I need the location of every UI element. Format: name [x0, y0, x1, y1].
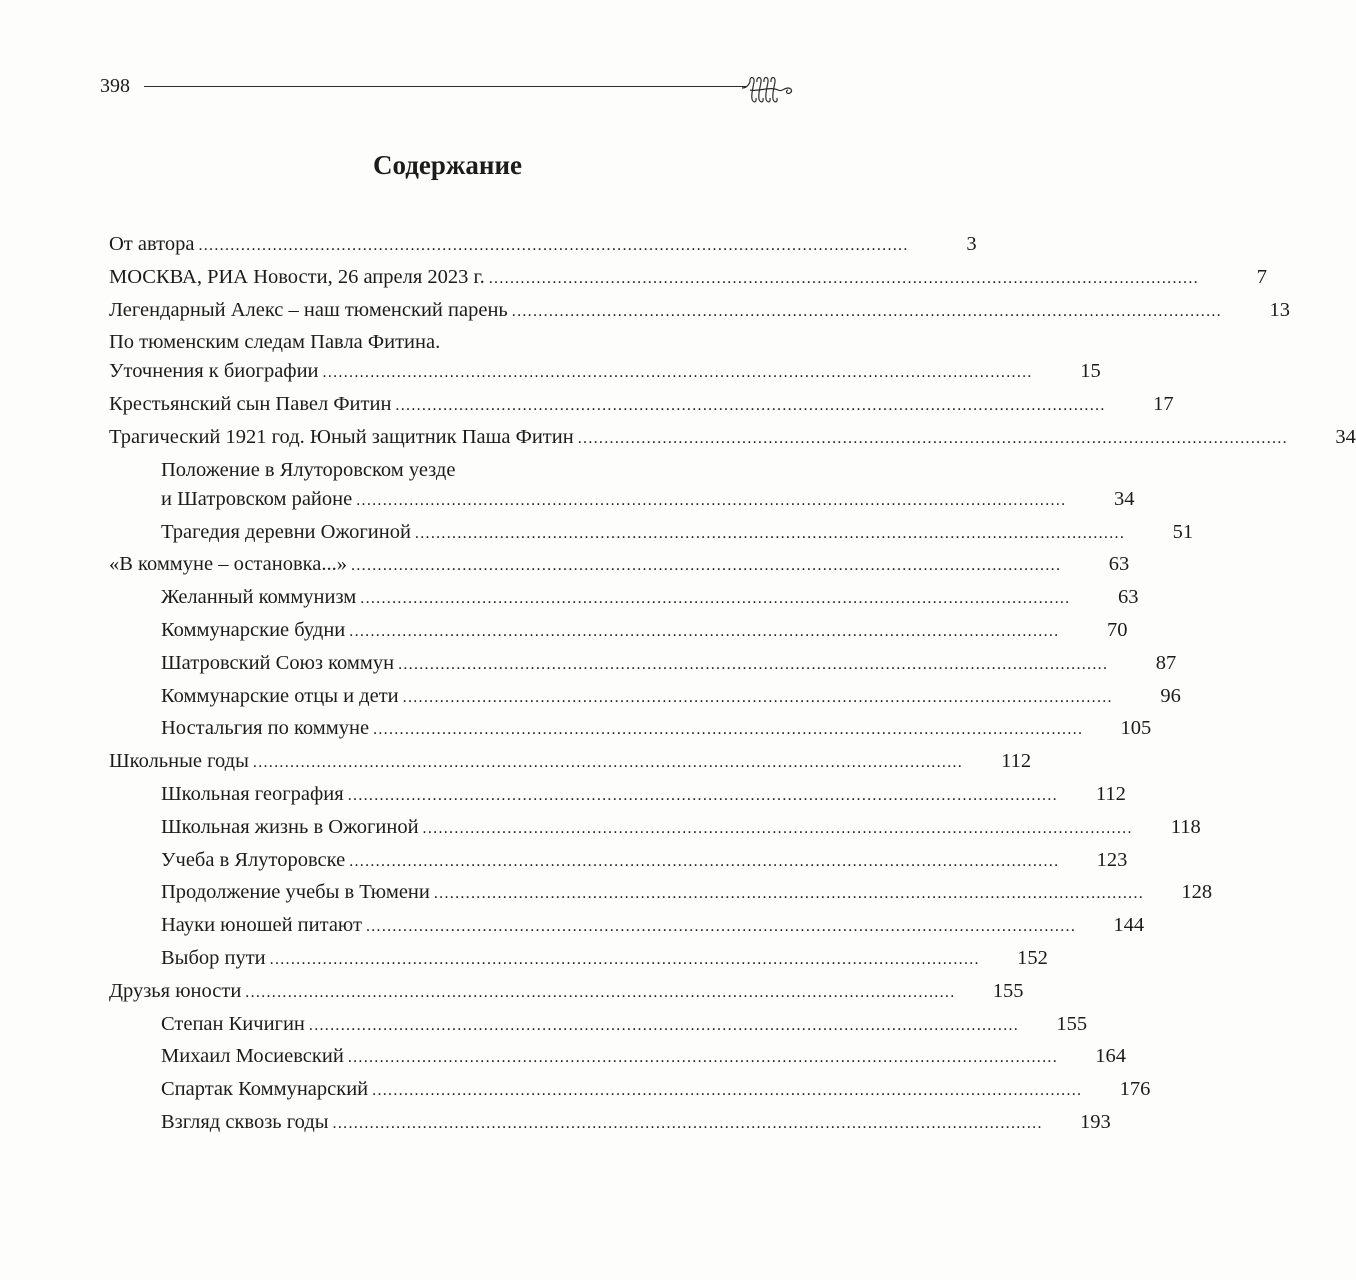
toc-entry-title: От автора	[109, 233, 195, 255]
page-number: 398	[100, 75, 130, 97]
toc-page-number: 128	[1181, 881, 1213, 904]
toc-entry-title: Степан Кичигин	[161, 1012, 305, 1035]
dot-leader: ......................................................................................................................................	[349, 852, 1060, 870]
toc-line	[161, 483, 1135, 515]
toc-line	[109, 421, 1356, 453]
toc-line	[161, 454, 789, 486]
toc-line	[161, 909, 1145, 941]
toc-page-number: 123	[1096, 848, 1128, 871]
dot-leader: ......................................................................................................................................	[511, 302, 1222, 320]
toc-entry-title: Легендарный Алекс – наш тюменский парень	[109, 298, 508, 321]
dot-leader: ......................................................................................................................................	[252, 754, 964, 772]
toc-entry-title: Шатровский Союз коммун	[161, 651, 395, 674]
page-header	[100, 70, 800, 110]
toc-entry	[109, 483, 1135, 516]
toc-entry	[109, 355, 1101, 388]
toc-page-number: 176	[1119, 1078, 1151, 1101]
dot-leader: ......................................................................................................................................	[414, 524, 1126, 542]
toc-line	[161, 516, 1194, 548]
toc-page-number: 3	[966, 233, 977, 255]
dot-leader: ......................................................................................................................................	[360, 590, 1071, 608]
toc-page-number: 70	[1106, 618, 1128, 641]
toc-line	[161, 712, 1152, 744]
toc-entry-title: «В коммуне – остановка...»	[109, 553, 348, 576]
toc-line	[161, 680, 1181, 712]
toc-line	[161, 778, 1126, 810]
toc-line	[161, 942, 1048, 974]
toc-page-number: 105	[1120, 717, 1152, 740]
dot-leader: ......................................................................................................................................	[351, 557, 1062, 575]
toc-page-number: 7	[1256, 265, 1267, 288]
toc-line	[109, 326, 789, 358]
toc-entry	[109, 811, 1201, 844]
toc-page-number: 34	[1113, 487, 1135, 510]
toc-entry-title: Продолжение учебы в Тюмени	[161, 881, 430, 904]
toc-entry-title: Михаил Мосиевский	[161, 1045, 344, 1068]
dot-leader: ......................................................................................................................................	[332, 1114, 1043, 1132]
dot-leader: ......................................................................................................................................	[372, 1082, 1083, 1100]
toc-line	[109, 548, 1130, 580]
toc-page-number: 87	[1155, 651, 1177, 674]
toc-entry	[109, 294, 1290, 327]
dot-leader: ......................................................................................................................................	[245, 983, 956, 1001]
dot-leader: ......................................................................................................................................	[365, 918, 1077, 936]
dot-leader: ......................................................................................................................................	[347, 1049, 1059, 1067]
toc-page-number: 155	[992, 979, 1024, 1002]
toc-entry	[109, 261, 1267, 294]
toc-entry-title: Школьная жизнь в Ожогиной	[161, 815, 419, 838]
toc-entry	[109, 680, 1181, 713]
toc-page-number: 34	[1335, 425, 1356, 448]
dot-leader: ......................................................................................................................................	[356, 491, 1067, 509]
toc-line	[161, 614, 1128, 646]
toc-page-number: 155	[1056, 1012, 1088, 1035]
toc-page-number: 15	[1080, 360, 1101, 383]
toc-entry	[109, 1040, 1127, 1073]
page-title: Содержание	[372, 150, 523, 180]
toc-entry	[109, 1008, 1088, 1041]
header-rule	[144, 86, 746, 87]
toc-entry-title: Друзья юности	[109, 979, 242, 1002]
toc-line	[109, 975, 1024, 1007]
toc-entry	[109, 388, 1174, 421]
toc-entry	[109, 516, 1194, 549]
toc-line	[161, 1106, 1111, 1138]
dot-leader: ......................................................................................................................................	[308, 1016, 1020, 1034]
dot-leader: ......................................................................................................................................	[398, 655, 1109, 673]
toc-entry-title: МОСКВА, РИА Новости, 26 апреля 2023 г.	[109, 265, 485, 288]
toc-page-number: 63	[1117, 586, 1139, 609]
toc-entry-title: Положение в Ялуторовском уезде	[161, 458, 456, 481]
dot-leader: ......................................................................................................................................	[198, 237, 909, 254]
toc-line	[109, 261, 1267, 293]
toc-page-number: 164	[1095, 1045, 1127, 1068]
toc-line	[109, 355, 1101, 387]
toc-line	[161, 581, 1139, 613]
toc-entry-title: Школьные годы	[109, 750, 249, 773]
toc-entry	[109, 1106, 1111, 1139]
toc-entry-title: Учеба в Ялуторовске	[161, 848, 346, 871]
toc-entry	[109, 581, 1139, 614]
toc-page-number: 118	[1170, 815, 1201, 838]
dot-leader: ......................................................................................................................................	[373, 721, 1084, 739]
toc-line	[161, 811, 1201, 843]
toc-entry	[109, 844, 1128, 877]
flourish-icon	[740, 70, 796, 106]
toc-entry-title: Уточнения к биографии	[109, 360, 319, 383]
toc-entry-title: Взгляд сквозь годы	[161, 1110, 329, 1133]
toc-entry-title: Школьная география	[161, 782, 344, 805]
toc-entry	[109, 614, 1128, 647]
table-of-contents	[109, 228, 1356, 1139]
dot-leader: ......................................................................................................................................	[422, 819, 1133, 837]
toc-entry	[109, 975, 1024, 1008]
dot-leader: ......................................................................................................................................	[402, 688, 1113, 706]
toc-page-number: 144	[1113, 914, 1145, 937]
toc-page-number: 193	[1080, 1110, 1111, 1133]
toc-line	[161, 876, 1213, 908]
dot-leader: ......................................................................................................................................	[488, 269, 1199, 287]
toc-entry	[109, 909, 1145, 942]
toc-entry-title: Спартак Коммунарский	[161, 1078, 369, 1101]
toc-entry	[109, 712, 1152, 745]
toc-line	[109, 294, 1290, 326]
toc-entry	[109, 421, 1356, 454]
toc-entry-title: Трагический 1921 год. Юный защитник Паша Фитин	[109, 425, 574, 448]
toc-page-number: 63	[1108, 553, 1130, 576]
toc-entry	[109, 228, 977, 261]
dot-leader: ......................................................................................................................................	[347, 786, 1058, 804]
toc-page-number: 112	[1001, 750, 1032, 773]
toc-entry-title: Крестьянский сын Павел Фитин	[109, 393, 392, 416]
dot-leader: ......................................................................................................................................	[395, 397, 1106, 415]
dot-leader: ......................................................................................................................................	[269, 950, 980, 968]
toc-page-number: 51	[1172, 520, 1194, 543]
toc-page-number: 96	[1160, 684, 1181, 707]
toc-entry-title: и Шатровском районе	[161, 487, 353, 510]
toc-entry-title: Науки юношей питают	[161, 914, 362, 937]
dot-leader: ......................................................................................................................................	[577, 429, 1288, 447]
toc-entry	[109, 942, 1048, 975]
toc-line	[161, 1040, 1127, 1072]
toc-entry-title: Ностальгия по коммуне	[161, 717, 370, 740]
toc-entry	[109, 1073, 1151, 1106]
toc-line	[161, 1008, 1088, 1040]
toc-page-number: 17	[1153, 393, 1174, 416]
toc-entry-title: Коммунарские отцы и дети	[161, 684, 399, 707]
toc-page-number: 13	[1269, 298, 1290, 321]
toc-entry	[109, 548, 1130, 581]
dot-leader: ......................................................................................................................................	[322, 364, 1033, 382]
toc-entry-title: По тюменским следам Павла Фитина.	[109, 331, 441, 354]
toc-line	[161, 1073, 1151, 1105]
toc-line	[109, 388, 1174, 420]
toc-entry	[109, 454, 789, 483]
toc-line	[109, 745, 1032, 777]
toc-line	[161, 647, 1177, 679]
toc-entry	[109, 326, 789, 355]
toc-entry	[109, 745, 1032, 778]
toc-line	[161, 844, 1128, 876]
toc-line	[109, 228, 977, 260]
toc-page-number: 112	[1095, 782, 1126, 805]
toc-page-number: 152	[1017, 946, 1048, 969]
toc-entry	[109, 876, 1213, 909]
toc-entry	[109, 778, 1126, 811]
toc-entry-title: Выбор пути	[161, 946, 266, 969]
toc-entry	[109, 647, 1177, 680]
dot-leader: ......................................................................................................................................	[349, 622, 1060, 640]
toc-entry-title: Желанный коммунизм	[161, 586, 357, 609]
toc-entry-title: Трагедия деревни Ожогиной	[161, 520, 411, 543]
dot-leader: ......................................................................................................................................	[433, 885, 1145, 903]
toc-entry-title: Коммунарские будни	[161, 618, 346, 641]
